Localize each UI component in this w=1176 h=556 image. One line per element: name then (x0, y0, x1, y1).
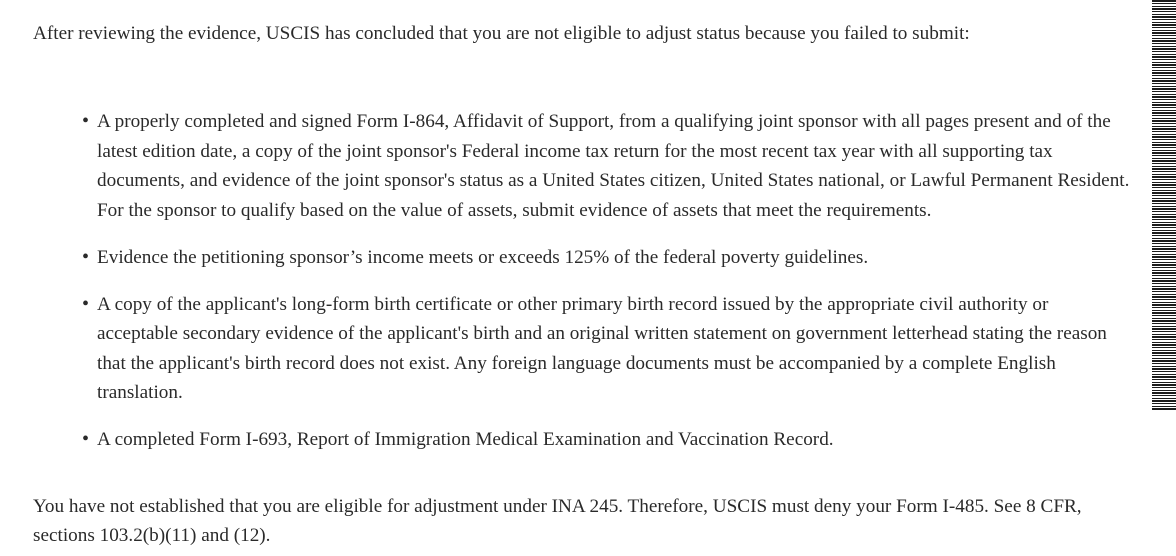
list-item-text: A properly completed and signed Form I-864, Affidavit of Support, from a qualifying joint sponsor with all pages present and of the latest edition date, a copy of the joint sponsor's Federal income tax return for the most recent tax year with all supporting tax documents, and evidence of the joint sponsor's status as a United States citizen, United States national, or Lawful Permanent Resident. For the sponsor to qualify based on the value of assets, submit evidence of assets that meet the requirements. (97, 111, 1130, 221)
intro-paragraph: After reviewing the evidence, USCIS has concluded that you are not eligible to adjust status because you failed to submit: (33, 23, 970, 44)
bullet-icon: • (82, 292, 90, 315)
list-item-text: A copy of the applicant's long-form birth certificate or other primary birth record issued by the appropriate civil authority or acceptable secondary evidence of the applicant's birth and an original written statement on government letterhead stating the reason that the applicant's birth record does not exist. Any foreign language documents must be accompanied by a complete English translation. (97, 293, 1107, 403)
bullet-icon: • (82, 110, 90, 132)
barcode-strip (1152, 0, 1176, 410)
bullet-icon: • (82, 427, 90, 450)
list-item-text: Evidence the petitioning sponsor’s income meets or exceeds 125% of the federal poverty guidelines. (97, 247, 869, 268)
list-item-text: A completed Form I-693, Report of Immigration Medical Examination and Vaccination Record. (97, 428, 834, 450)
list-item (80, 290, 1130, 408)
list-item (80, 243, 1130, 273)
list-item (80, 107, 1130, 225)
bullet-icon: • (82, 246, 90, 268)
list-item (80, 425, 1130, 455)
missing-evidence-list (80, 107, 1130, 454)
conclusion-paragraph: You have not established that you are eligible for adjustment under INA 245. Therefore, USCIS must deny your Form I-485. See 8 CFR, sections 103.2(b)(11) and (12). (33, 496, 1082, 546)
